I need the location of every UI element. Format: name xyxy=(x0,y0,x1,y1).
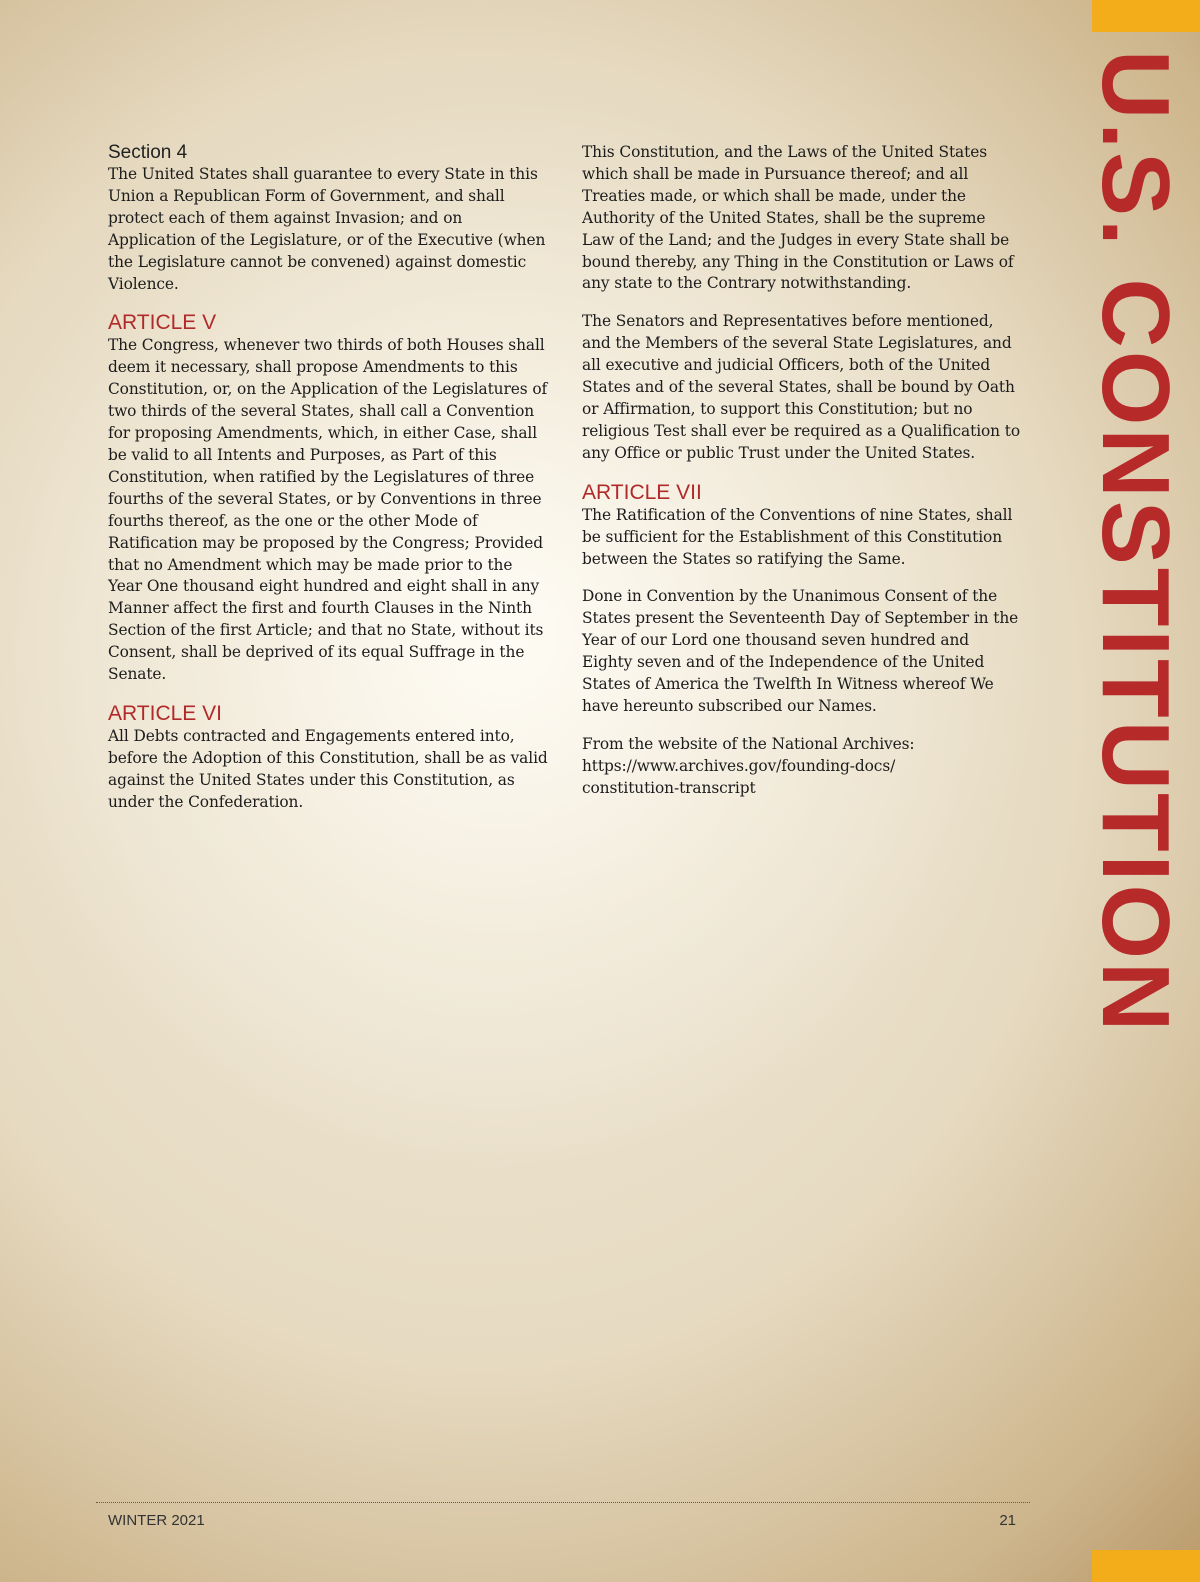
article-5-heading: ARTICLE V xyxy=(108,311,217,335)
right-column xyxy=(582,142,1022,816)
side-tab-top xyxy=(1092,0,1200,32)
footer-divider xyxy=(96,1502,1030,1503)
section-4-text: The United States shall guarantee to every State in this Union a Republican Form of Government, and shall protect each of them against Invasion; and on Application of the Legislature, or of the Executive (when the Legislature cannot be convened) against domestic Violence. xyxy=(108,165,546,293)
side-tab-bottom xyxy=(1092,1550,1200,1582)
article-6-heading: ARTICLE VI xyxy=(108,701,222,725)
supremacy-paragraph: This Constitution, and the Laws of the United States which shall be made in Pursuance thereof; and all Treaties made, or which shall be made, under the Authority of the United States, shall be the supreme Law of the Land; and the Judges in every State shall be bound thereby, any Thing in the Constitution or Laws of any state to the Contrary notwithstanding. xyxy=(582,143,1014,293)
side-title: U.S. CONSTITUTION xyxy=(1082,50,1189,1035)
section-4-block xyxy=(108,142,548,295)
article-6-text: All Debts contracted and Engagements entered into, before the Adoption of this Constitution, shall be as valid against the United States under this Constitution, as under the Confederation. xyxy=(108,726,548,811)
page-number: 21 xyxy=(999,1512,1016,1529)
footer-issue: WINTER 2021 xyxy=(108,1512,205,1529)
source-link-continued[interactable]: constitution-transcript xyxy=(582,778,756,797)
article-5-text: The Congress, whenever two thirds of both Houses shall deem it necessary, shall propose Amendments to this Constitution, or, on the Application of the Legislatures of two thirds of the several States, shall call a Convention for proposing Amendments, which, in either Case, shall be valid to all Intents and Purposes, as Part of this Constitution, when ratified by the Legislatures of three fourths of the several States, or by Conventions in three fourths thereof, as the one or the other Mode of Ratification may be proposed by the Congress; Provided that no Amendment which may be made prior to the Year One thousand eight hundred and eight shall in any Manner affect the first and fourth Clauses in the Ninth Section of the first Article; and that no State, without its Consent, shall be deprived of its equal Suffrage in the Senate. xyxy=(108,336,548,684)
source-link[interactable]: https://www.archives.gov/founding-docs/ xyxy=(582,756,896,775)
article-6-block xyxy=(108,702,548,814)
source-line-1: From the website of the National Archives: xyxy=(582,734,915,753)
done-in-convention-paragraph: Done in Convention by the Unanimous Consent of the States present the Seventeenth Day of September in the Year of our Lord one thousand seven hundred and Eighty seven and of the Independence of the United States of America the Twelfth In Witness whereof We have hereunto subscribed our Names. xyxy=(582,587,1019,715)
article-7-block xyxy=(582,481,1022,571)
article-5-block xyxy=(108,311,548,686)
oath-paragraph: The Senators and Representatives before mentioned, and the Members of the several State Legislatures, and all executive and judicial Officers, both of the United States and of the several States, shall be bound by Oath or Affirmation, to support this Constitution; but no religious Test shall ever be required as a Qualification to any Office or public Trust under the United States. xyxy=(582,312,1021,462)
section-label: Section 4 xyxy=(108,142,188,163)
source-note xyxy=(582,734,1022,800)
left-column xyxy=(108,142,548,830)
article-7-heading: ARTICLE VII xyxy=(582,480,702,504)
article-7-text: The Ratification of the Conventions of nine States, shall be sufficient for the Establishment of this Constitution between the States so ratifying the Same. xyxy=(582,505,1013,568)
